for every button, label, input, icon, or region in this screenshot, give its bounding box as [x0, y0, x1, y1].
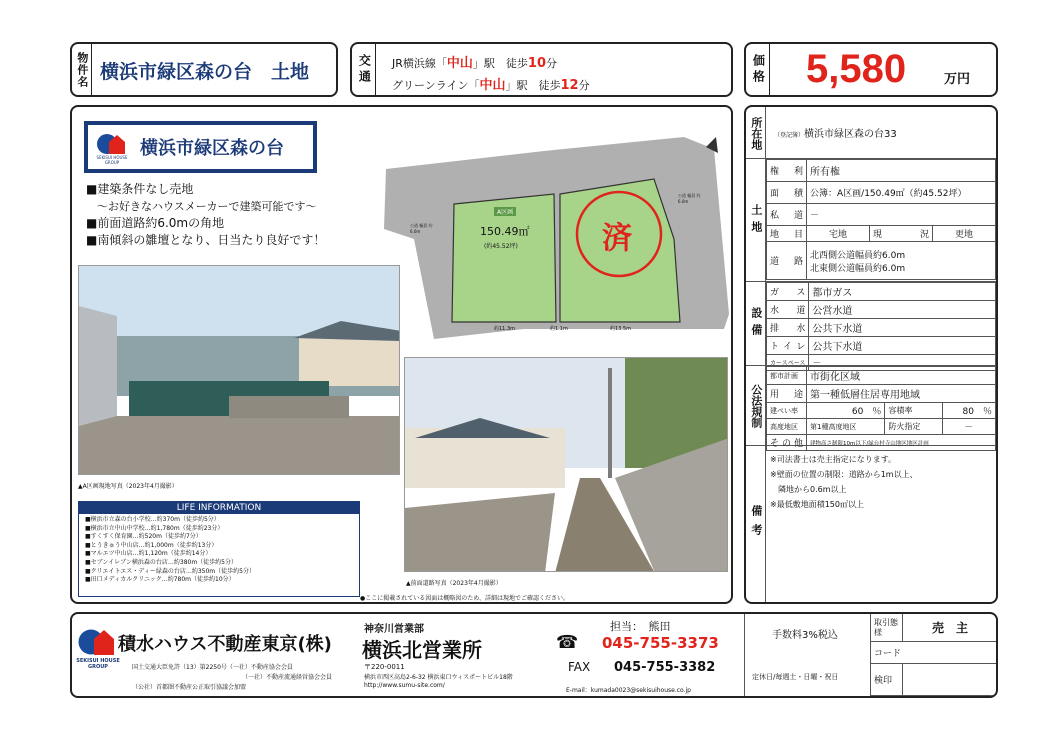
use-value: 第一種低層住居専用地域 — [807, 385, 996, 403]
feature-item: ■建築条件なし売地 — [86, 182, 194, 196]
genkyo-value: 更地 — [933, 226, 996, 242]
car-space-label: カースペース — [767, 355, 809, 371]
private-road-label: 私道 — [767, 204, 807, 226]
feature-item: ～お好きなハウスメーカーで建築可能です～ — [86, 200, 317, 213]
life-information — [78, 501, 360, 597]
water-value: 公営水道 — [809, 301, 996, 319]
footer-company: 積水ハウス不動産東京(株) — [118, 634, 332, 655]
other-label: その他 — [767, 435, 807, 451]
price-box — [744, 42, 998, 97]
bcr-label: 建ぺい率 — [767, 403, 807, 419]
law-label: 公法規制 — [746, 366, 766, 446]
toilet-value: 公共下水道 — [809, 337, 996, 355]
note-item: ※壁面の位置の制限：道路から1m以上、 — [770, 470, 918, 479]
footer-panel — [70, 612, 998, 698]
toilet-label: トイレ — [767, 337, 809, 355]
zone-a-area: 150.49㎡ — [480, 225, 530, 238]
genkyo-label: 現況 — [870, 226, 933, 242]
water-label: 水道 — [767, 301, 809, 319]
life-item: ■セブンイレブン横浜森の台店…約380m（徒歩約5分） — [85, 558, 238, 566]
banner-inner — [88, 125, 313, 169]
fire-value: － — [942, 419, 995, 435]
feature-list — [86, 181, 325, 249]
location-value: （登記簿）横浜市緑区森の台33 — [774, 129, 897, 140]
facility-section — [746, 282, 996, 369]
land-section — [746, 159, 996, 282]
life-item: ■すくすく保育園…約520m（徒歩約7分） — [85, 533, 202, 541]
life-item: ■横浜市立中山中学校…約1,780m（徒歩約23分） — [85, 524, 224, 532]
life-item: ■マルエツ中山店…約1,120m（徒歩約14分） — [85, 550, 212, 558]
price-label: 価格 — [746, 44, 770, 95]
life-item: ■田口メディカルクリニック…約780m（徒歩約10分） — [85, 576, 235, 584]
note-item: ※司法書士は売主指定になります。 — [770, 455, 897, 464]
far-label: 容積率 — [885, 403, 942, 419]
spec-panel — [744, 105, 998, 604]
access-line-2: グリーンライン「中山」駅 徒歩12分 — [392, 78, 590, 93]
zone-a-tsubo: (約45.52坪) — [484, 243, 518, 250]
footer-license-2: （一社）不動産流通経営協会会員 — [242, 674, 333, 681]
height-value: 第1種高度地区 — [807, 419, 885, 435]
footer-divider — [744, 614, 745, 696]
check-stamp-area — [903, 664, 998, 696]
road-value: 北西側公道幅員約6.0m 北東側公道幅員約6.0m — [807, 242, 996, 280]
footer-staff: 担当： 熊田 — [610, 620, 671, 633]
bcr-value: 60 ％ — [807, 403, 885, 419]
trade-label: 取引態様 — [871, 614, 903, 642]
footer-email: E-mail：kumada0023@sekisuihouse.co.jp — [566, 687, 691, 694]
access-box — [350, 42, 733, 97]
banner-logo-group: SEKISUI HOUSE GROUP — [96, 155, 128, 165]
banner — [84, 121, 317, 173]
gas-label: ガス — [767, 283, 809, 301]
note-item: 隣地から0.6m以上 — [770, 485, 847, 494]
chimoku-value: 宅地 — [807, 226, 870, 242]
price-unit: 万円 — [944, 72, 971, 87]
height-label: 高度地区 — [767, 419, 807, 435]
dim-bottom-3: 約13.5m — [610, 326, 632, 332]
life-item: ■とうきゅう中山店…約1,000m（徒歩約13分） — [85, 541, 218, 549]
notes-section — [746, 446, 996, 602]
footer-license-3: （公社）首都圏不動産公正取引協議会加盟 — [132, 684, 247, 691]
notes-label: 備考 — [746, 446, 766, 602]
feature-item: ■前面道路約6.0mの角地 — [86, 216, 225, 230]
drain-label: 排水 — [767, 319, 809, 337]
footer-logo-group: SEKISUI HOUSE GROUP — [76, 658, 120, 670]
note-item: ※最低敷地面積150㎡以上 — [770, 500, 864, 509]
location-label: 所在地 — [746, 107, 766, 159]
phone-icon: ☎ — [556, 632, 579, 653]
dim-bottom-2: 約1.1m — [550, 326, 568, 332]
feature-item: ■南傾斜の雛壇となり、日当たり良好です！ — [86, 233, 326, 247]
footer-trade-table — [870, 613, 998, 696]
site-photo-a — [78, 265, 400, 475]
price-value: 5,580 — [806, 47, 907, 91]
footer-tel: 045-755-3373 — [602, 634, 719, 652]
footer-license-1: 国土交通大臣免許（13）第2250号（一社）不動産協会会員 — [132, 664, 293, 671]
road-left-label: 公道 幅員 約6.0m — [410, 223, 433, 234]
footer-address: 横浜市西区高島2-6-32 横浜東口ウィスポートビル18階 — [364, 674, 513, 681]
road-photo-caption: ▲前面道路写真（2023年4月撮影） — [406, 580, 502, 587]
law-table — [766, 366, 996, 451]
area-label: 面積 — [767, 182, 807, 204]
land-label: 土地 — [746, 159, 766, 282]
road-right-label: 公道 幅員 約6.0m — [678, 193, 701, 204]
banner-title: 横浜市緑区森の台 — [140, 138, 284, 159]
footer-fee: 手数料3%税込 — [772, 630, 838, 641]
facility-label: 設備 — [746, 282, 766, 366]
car-space-value: － — [809, 355, 996, 371]
road-photo — [404, 357, 728, 572]
fire-label: 防火指定 — [885, 419, 942, 435]
area-value: 公簿：A区画/150.49㎡（約45.52坪） — [807, 182, 996, 204]
site-map — [384, 129, 729, 344]
footer-holiday: 定休日/毎週土・日曜・祝日 — [752, 673, 839, 681]
property-name-box — [70, 42, 338, 97]
trade-value: 売 主 — [903, 614, 998, 642]
gas-value: 都市ガス — [809, 283, 996, 301]
sekisui-logo-icon — [96, 133, 126, 155]
footer-zip: 〒220-0011 — [364, 663, 405, 671]
chimoku-label: 地目 — [767, 226, 807, 242]
property-title: 横浜市緑区森の台 土地 — [100, 61, 310, 83]
property-name-label: 物件名 — [72, 44, 92, 95]
right-value: 所有権 — [807, 160, 996, 182]
life-information-title: LIFE INFORMATION — [79, 502, 359, 514]
life-item: ■横浜市立森の台小学校…約370m（徒歩約5分） — [85, 516, 220, 523]
city-plan-label: 都市計画 — [767, 367, 807, 385]
other-value: 建物高さ制限10m以下/緑台村寺山地区地区計画 — [807, 435, 996, 451]
footer-url: http://www.sumu-site.com/ — [364, 682, 445, 689]
access-label: 交通 — [352, 44, 376, 95]
notes-list — [770, 452, 918, 512]
dim-bottom-1: 約11.3m — [494, 326, 516, 332]
access-line-1: JR横浜線「中山」駅 徒歩10分 — [392, 56, 557, 71]
site-photo-a-caption: ▲A区画現地写真（2023年4月撮影） — [78, 483, 178, 490]
footer-office: 横浜北営業所 — [362, 638, 482, 662]
right-label: 権利 — [767, 160, 807, 182]
facility-table — [766, 282, 996, 371]
location-row — [746, 107, 996, 159]
law-section — [746, 366, 996, 449]
site-map-drawing — [384, 129, 729, 344]
footer-fax: 045-755-3382 — [614, 660, 716, 675]
flyer-panel — [70, 105, 733, 604]
use-label: 用途 — [767, 385, 807, 403]
city-plan-value: 市街化区域 — [807, 367, 996, 385]
map-footnote: ●ここに掲載されている図面は概略図のため、詳細は現地でご確認ください。 — [360, 595, 569, 602]
check-label: 検印 — [871, 664, 903, 696]
private-road-value: － — [807, 204, 996, 226]
footer-pref: 神奈川営業部 — [364, 624, 424, 635]
far-value: 80 ％ — [942, 403, 995, 419]
sold-stamp: 済 — [602, 221, 632, 256]
drain-value: 公共下水道 — [809, 319, 996, 337]
land-table — [766, 159, 996, 280]
road-label: 道路 — [767, 242, 807, 280]
life-item: ■クリエイトエス・ディー緑森の台店…約350m（徒歩約5分） — [85, 567, 255, 575]
zone-a-label: A区画 — [494, 207, 516, 216]
footer-fax-label: FAX — [568, 660, 591, 674]
code-label: コード — [871, 642, 998, 664]
footer-logo-icon — [78, 628, 114, 656]
